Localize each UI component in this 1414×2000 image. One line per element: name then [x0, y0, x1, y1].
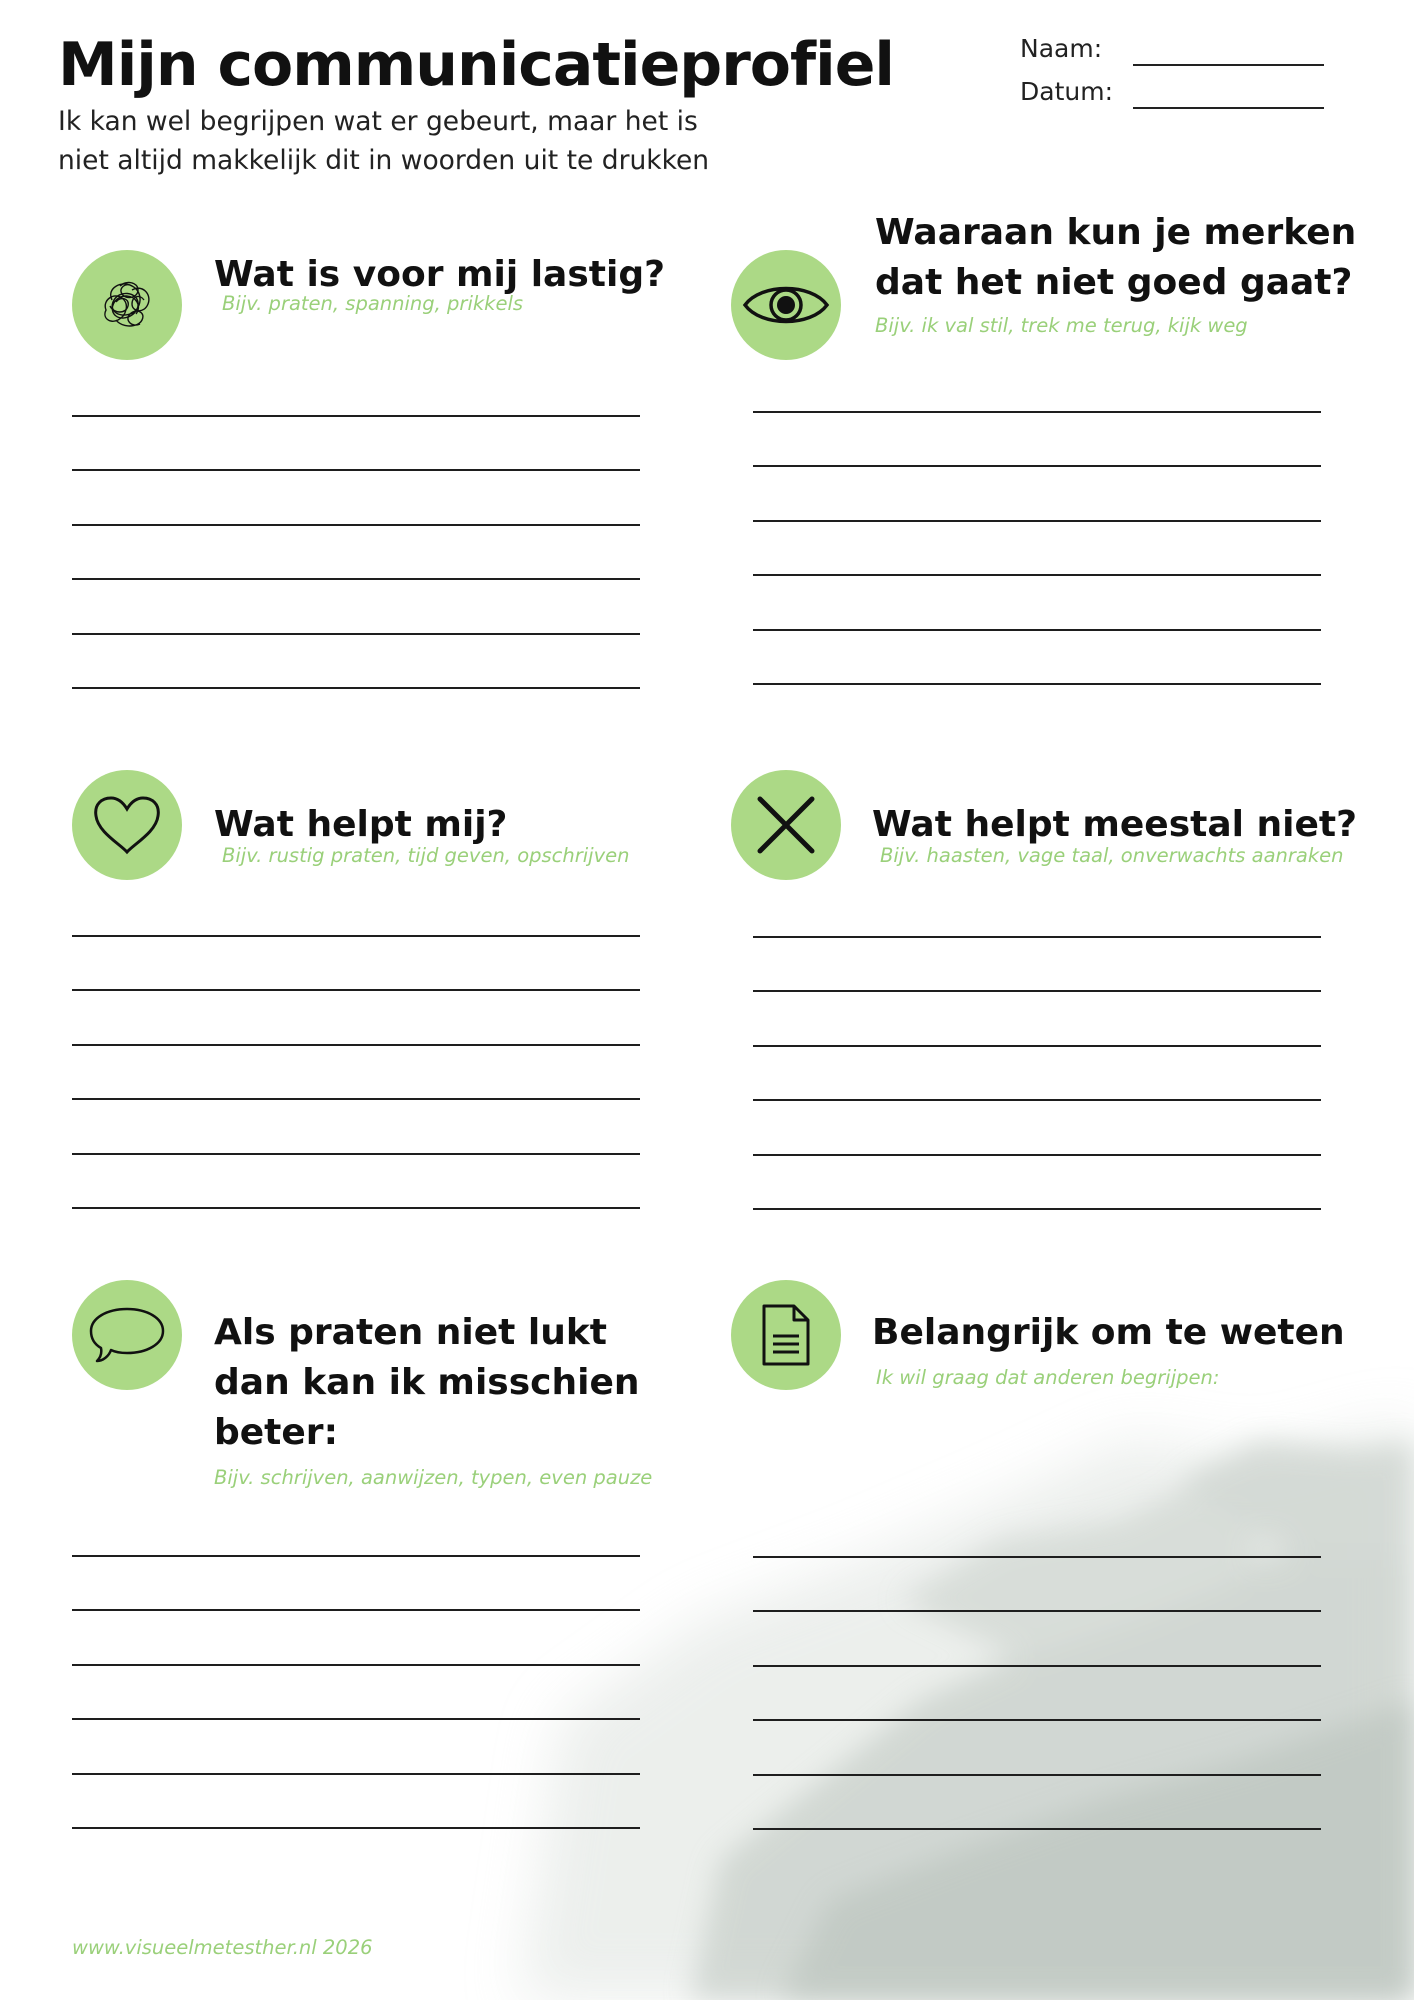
section-title-line: dat het niet goed gaat?	[875, 262, 1353, 303]
name-label: Naam:	[1020, 34, 1103, 63]
write-line[interactable]	[753, 1047, 1321, 1102]
section-title-line: beter:	[214, 1412, 338, 1453]
write-line[interactable]	[72, 1611, 640, 1666]
section-title: Wat helpt mij?	[214, 804, 508, 845]
scribble-icon	[72, 250, 182, 360]
date-write-line[interactable]	[1133, 107, 1324, 109]
write-line[interactable]	[753, 1156, 1321, 1211]
write-line[interactable]	[753, 1101, 1321, 1156]
write-line[interactable]	[72, 526, 640, 581]
write-lines[interactable]	[72, 882, 640, 1209]
write-line[interactable]	[72, 1666, 640, 1721]
section-what-helps	[72, 770, 640, 1210]
write-line[interactable]	[753, 1721, 1321, 1776]
heart-icon	[72, 770, 182, 880]
section-hint: Ik wil graag dat anderen begrijpen:	[876, 1366, 1220, 1389]
write-line[interactable]	[753, 1667, 1321, 1722]
write-line[interactable]	[753, 938, 1321, 993]
section-title	[214, 1308, 640, 1458]
section-title	[875, 208, 1356, 308]
write-line[interactable]	[72, 1155, 640, 1210]
write-line[interactable]	[72, 471, 640, 526]
write-line[interactable]	[753, 467, 1321, 522]
footer-website: www.visueelmetesther.nl 2026	[72, 1936, 373, 1959]
section-title: Belangrijk om te weten	[872, 1312, 1345, 1353]
name-field[interactable]	[1020, 32, 1324, 68]
section-difficult	[72, 250, 665, 690]
write-line[interactable]	[753, 992, 1321, 1047]
write-line[interactable]	[72, 1720, 640, 1775]
write-line[interactable]	[753, 358, 1321, 413]
subtitle-line: niet altijd makkelijk dit in woorden uit te drukken	[58, 145, 710, 176]
document-icon	[731, 1280, 841, 1390]
x-icon	[731, 770, 841, 880]
write-line[interactable]	[72, 1100, 640, 1155]
subtitle-line: Ik kan wel begrijpen wat er gebeurt, maar het is	[58, 106, 698, 137]
section-alternatives	[72, 1280, 653, 1840]
write-line[interactable]	[753, 576, 1321, 631]
section-title-line: Waaraan kun je merken	[875, 212, 1357, 253]
section-signals	[731, 212, 1357, 690]
write-line[interactable]	[753, 1612, 1321, 1667]
section-title: Wat helpt meestal niet?	[872, 804, 1357, 845]
page-title: Mijn communicatieprofiel	[58, 30, 894, 100]
write-lines[interactable]	[753, 883, 1321, 1210]
date-label: Datum:	[1020, 77, 1113, 106]
section-title: Wat is voor mij lastig?	[214, 254, 665, 295]
section-important	[731, 1280, 1345, 1840]
write-line[interactable]	[72, 991, 640, 1046]
write-line[interactable]	[72, 1046, 640, 1101]
write-line[interactable]	[72, 580, 640, 635]
write-line[interactable]	[753, 413, 1321, 468]
write-lines[interactable]	[753, 1503, 1321, 1830]
write-line[interactable]	[753, 1503, 1321, 1558]
write-line[interactable]	[72, 882, 640, 937]
section-hint: Bijv. rustig praten, tijd geven, opschrijven	[222, 844, 630, 867]
write-line[interactable]	[753, 883, 1321, 938]
write-line[interactable]	[72, 1502, 640, 1557]
write-line[interactable]	[72, 1557, 640, 1612]
write-line[interactable]	[72, 1775, 640, 1830]
section-title-line: Als praten niet lukt	[214, 1312, 608, 1353]
section-what-does-not-help	[731, 770, 1357, 1210]
section-hint: Bijv. ik val stil, trek me terug, kijk weg	[875, 314, 1248, 337]
write-lines[interactable]	[753, 358, 1321, 685]
write-line[interactable]	[753, 1558, 1321, 1613]
section-hint: Bijv. schrijven, aanwijzen, typen, even pauze	[214, 1466, 653, 1489]
write-line[interactable]	[753, 522, 1321, 577]
write-lines[interactable]	[72, 1502, 640, 1829]
write-line[interactable]	[72, 635, 640, 690]
section-hint: Bijv. haasten, vage taal, onverwachts aanraken	[880, 844, 1344, 867]
write-line[interactable]	[72, 417, 640, 472]
write-line[interactable]	[753, 631, 1321, 686]
write-lines[interactable]	[72, 362, 640, 689]
section-hint: Bijv. praten, spanning, prikkels	[222, 292, 524, 315]
name-write-line[interactable]	[1133, 64, 1324, 66]
eye-icon	[731, 250, 841, 360]
page-subtitle	[58, 102, 758, 180]
speech-bubble-icon	[72, 1280, 182, 1390]
write-line[interactable]	[72, 362, 640, 417]
date-field[interactable]	[1020, 75, 1324, 111]
write-line[interactable]	[72, 937, 640, 992]
section-title-line: dan kan ik misschien	[214, 1362, 640, 1403]
write-line[interactable]	[753, 1776, 1321, 1831]
